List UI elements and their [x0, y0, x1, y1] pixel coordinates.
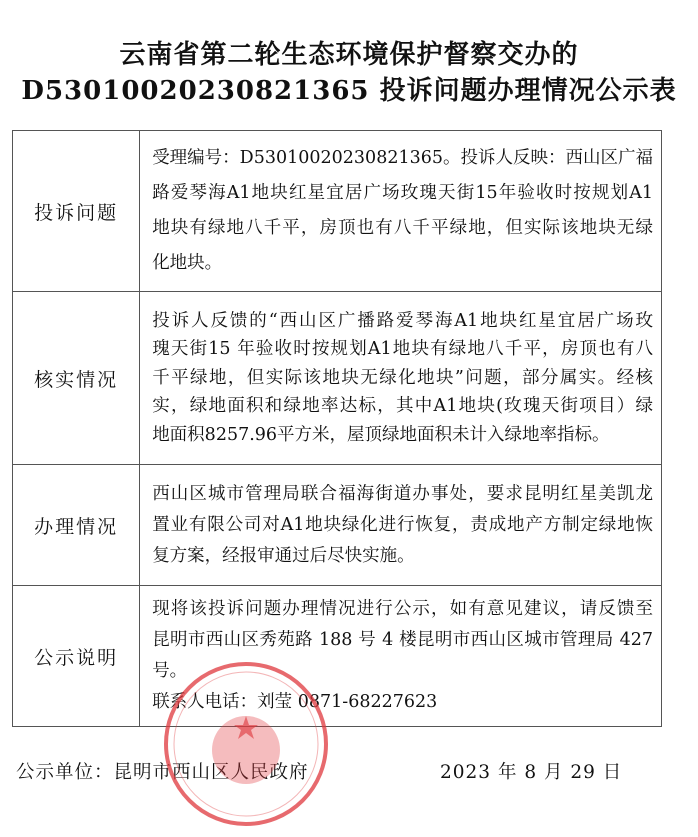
content-line: 联系人电话：刘莹 0871-68227623	[152, 692, 438, 712]
content-line: 号。	[152, 661, 188, 681]
content-line: 昆明市西山区秀苑路 188 号 4 楼昆明市西山区城市管理局 427	[152, 630, 653, 650]
document-title-line2: D53010020230821365 投诉问题办理情况公示表	[21, 76, 677, 106]
content-line: 投诉人反馈的“西山区广播路爱琴海A1地块红星宜居广场玫	[152, 310, 653, 331]
row-label: 办理情况	[13, 465, 140, 586]
content-line: 西山区城市管理局联合福海街道办事处，要求昆明红星美凯龙	[152, 483, 653, 504]
content-line: 地面积8257.96平方米，屋顶绿地面积未计入绿地率指标。	[152, 424, 610, 445]
content-line: 受理编号：D53010020230821365。投诉人反映：西山区广福	[152, 148, 653, 168]
content-line: 地块有绿地八千平，房顶也有八千平绿地，但实际该地块无绿	[152, 218, 653, 238]
publish-date: 2023 年 8 月 29 日	[440, 762, 623, 783]
content-line: 实，绿地面积和绿地率达标，其中A1地块(玫瑰天街项目）绿	[152, 396, 653, 417]
content-line: 瑰天街15 年验收时按规划A1地块有绿地八千平，房顶也有八	[152, 339, 653, 360]
complaint-table	[12, 130, 662, 727]
row-content	[140, 586, 662, 727]
row-label: 投诉问题	[13, 131, 140, 292]
table-row-verification	[13, 292, 662, 465]
table-row-complaint	[13, 131, 662, 292]
row-label: 公示说明	[13, 586, 140, 727]
row-label: 核实情况	[13, 292, 140, 465]
table-row-notice	[13, 586, 662, 727]
table-row-handling	[13, 465, 662, 586]
content-line: 路爱琴海A1地块红星宜居广场玫瑰天街15年验收时按规划A1	[152, 183, 653, 203]
row-content	[140, 292, 662, 465]
content-line: 化地块。	[152, 253, 223, 273]
row-content	[140, 465, 662, 586]
content-line: 置业有限公司对A1地块绿化进行恢复，责成地产方制定绿地恢	[152, 514, 653, 535]
content-line: 复方案，经报审通过后尽快实施。	[152, 545, 415, 566]
publishing-unit: 公示单位：昆明市西山区人民政府	[16, 762, 309, 783]
document-title-line1: 云南省第二轮生态环境保护督察交办的	[119, 40, 579, 70]
content-line: 千平绿地，但实际该地块无绿化地块”问题，部分属实。经核	[152, 367, 653, 388]
row-content	[140, 131, 662, 292]
content-line: 现将该投诉问题办理情况进行公示，如有意见建议，请反馈至	[152, 599, 653, 619]
